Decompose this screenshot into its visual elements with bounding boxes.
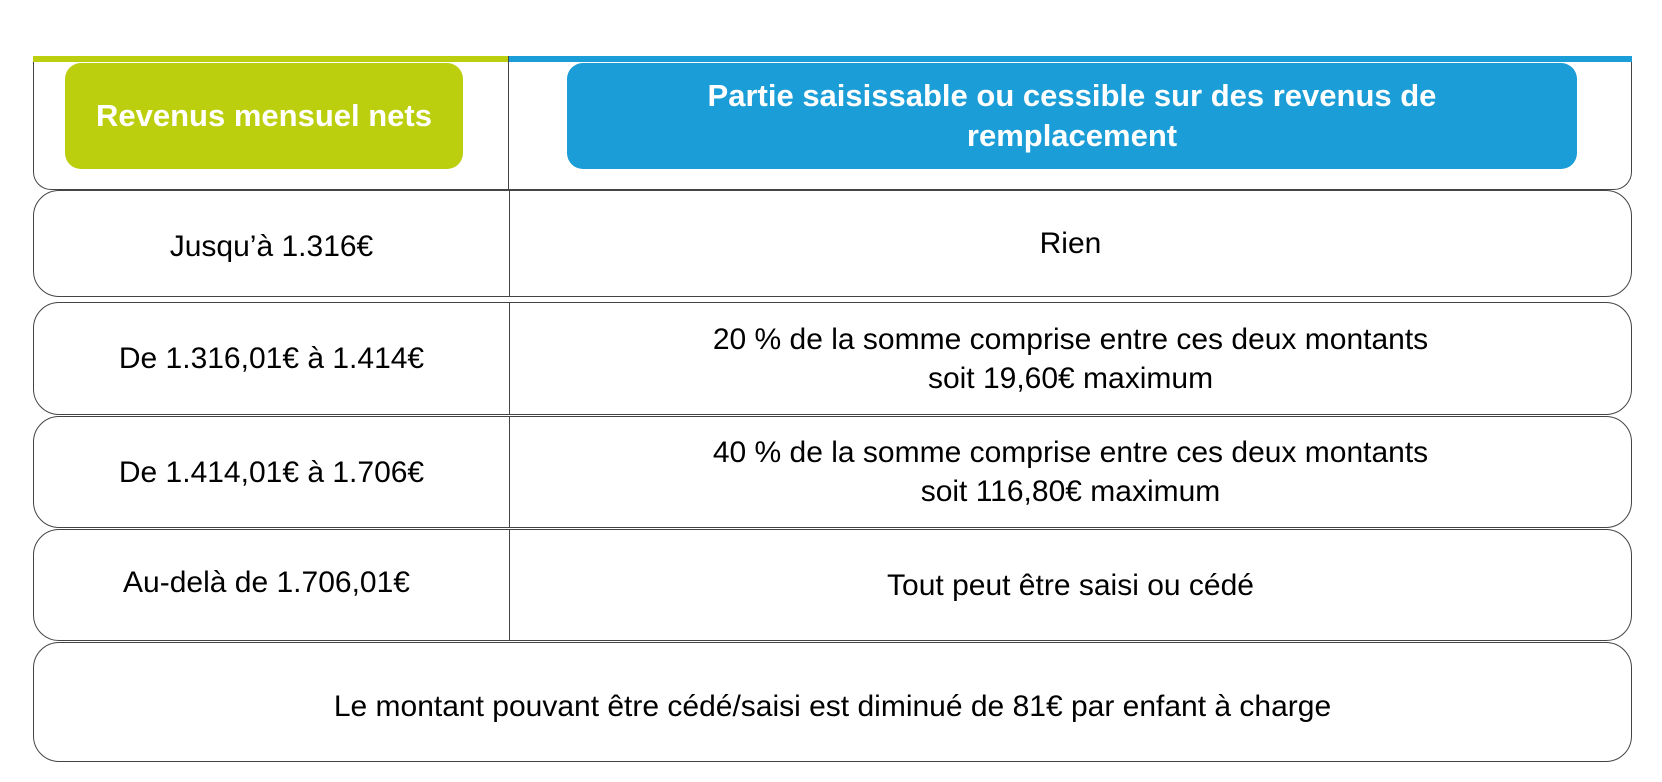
header-column-divider <box>508 56 509 190</box>
column-header-income-label: Revenus mensuel nets <box>96 98 432 133</box>
column-header-seizable-label: Partie saisissable ou cessible sur des revenus de remplacement <box>707 78 1437 153</box>
seizable-amount-text: Rien <box>1039 227 1102 260</box>
seizable-amount-cell <box>509 191 1631 296</box>
seizable-amount-cell <box>509 303 1631 414</box>
seizable-maximum-text: soit 116,80€ maximum <box>920 475 1221 508</box>
income-range-text: De 1.316,01€ à 1.414€ <box>118 342 425 375</box>
income-range-cell <box>34 191 509 296</box>
income-range-cell <box>34 530 509 640</box>
income-range-text: Au-delà de 1.706,01€ <box>123 565 410 599</box>
income-range-cell <box>34 303 509 414</box>
income-range-text: Jusqu’à 1.316€ <box>169 230 374 263</box>
seizable-amount-text: Tout peut être saisi ou cédé <box>887 568 1254 602</box>
column-header-seizable <box>567 63 1577 169</box>
footer-note-cell <box>34 643 1631 761</box>
seizable-maximum-text: soit 19,60€ maximum <box>927 361 1214 395</box>
column-header-income <box>65 63 463 169</box>
seizable-amount-cell <box>509 530 1631 640</box>
footer-note-text: Le montant pouvant être cédé/saisi est diminué de 81€ par enfant à charge <box>333 689 1332 723</box>
table-row <box>33 302 1632 415</box>
seizable-amount-text: 40 % de la somme comprise entre ces deux montants <box>712 436 1429 469</box>
seizable-amount-text: 20 % de la somme comprise entre ces deux montants <box>712 322 1429 356</box>
income-range-text: De 1.414,01€ à 1.706€ <box>118 455 425 489</box>
footer-note-row <box>33 642 1632 762</box>
table-row <box>33 529 1632 641</box>
table-row <box>33 416 1632 528</box>
table-row <box>33 190 1632 297</box>
seizable-amount-cell <box>509 417 1631 527</box>
income-range-cell <box>34 417 509 527</box>
